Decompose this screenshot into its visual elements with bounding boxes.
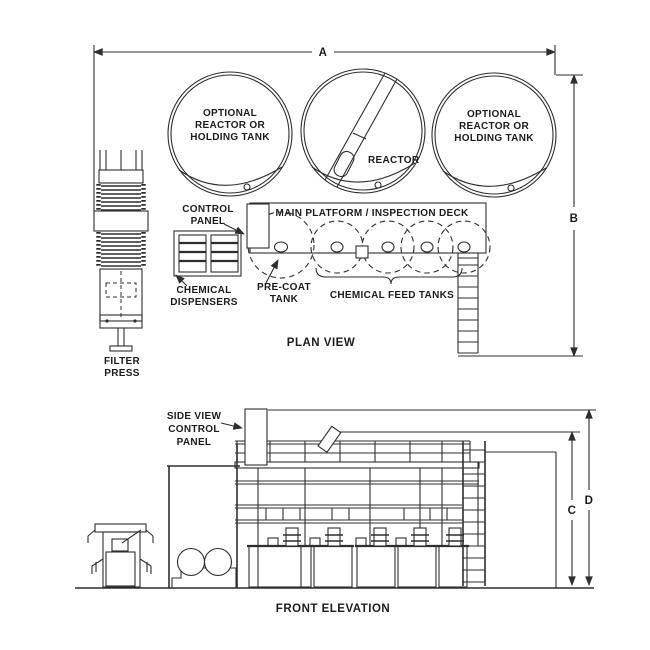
agitator-motors	[268, 528, 464, 546]
inclined-pipe	[318, 426, 341, 452]
holding-tank-right-label-1: OPTIONAL	[466, 109, 522, 120]
feed-tanks-brace	[316, 268, 462, 284]
platform-junction-box	[356, 246, 368, 258]
dimension-b-label: B	[569, 213, 579, 225]
chemical-feed-tanks-label: CHEMICAL FEED TANKS	[329, 290, 455, 301]
access-ladder-plan	[458, 253, 478, 353]
holding-tank-left-label-2: REACTOR OR	[194, 120, 266, 131]
holding-tank-left-label-1: OPTIONAL	[202, 108, 258, 119]
pre-coat-label-1: PRE-COAT	[257, 282, 311, 293]
plate-pack-lower	[99, 232, 144, 268]
side-view-control-panel-label-1: SIDE VIEW	[166, 411, 222, 422]
filter-press-label-1: FILTER	[103, 356, 141, 367]
holding-tank-left-label-3: HOLDING TANK	[190, 132, 270, 143]
holding-tank-right	[432, 73, 556, 197]
plan-view-title: PLAN VIEW	[286, 337, 356, 349]
main-platform-label: MAIN PLATFORM / INSPECTION DECK	[275, 208, 469, 219]
front-elevation	[75, 409, 596, 615]
storage-tanks-elevation	[167, 466, 240, 588]
filter-press-label-2: PRESS	[104, 368, 140, 379]
chemical-dispensers-label-2: DISPENSERS	[170, 297, 238, 308]
control-panel-label-1: CONTROL	[182, 204, 234, 215]
chemical-dispensers	[170, 231, 241, 308]
pre-coat-label-2: TANK	[269, 294, 299, 305]
side-view-control-panel-label-2: CONTROL	[168, 424, 220, 435]
holding-tank-left	[168, 72, 292, 196]
reactor-label: REACTOR	[368, 155, 420, 166]
reactor-tank	[301, 69, 425, 193]
control-panel-plan	[182, 204, 269, 248]
dimension-a-label: A	[318, 47, 328, 59]
filter-press-elevation	[88, 524, 153, 587]
dimension-c-label: C	[567, 505, 577, 517]
front-elevation-title: FRONT ELEVATION	[275, 603, 391, 615]
chemical-dispensers-label-1: CHEMICAL	[176, 285, 232, 296]
holding-tank-right-label-3: HOLDING TANK	[454, 133, 534, 144]
control-panel-label-2: PANEL	[190, 216, 226, 227]
right-wall	[485, 452, 556, 588]
plate-pack-upper	[99, 184, 144, 212]
control-panel-elevation	[167, 409, 267, 465]
dimension-d-label: D	[584, 495, 594, 507]
side-view-control-panel-label-3: PANEL	[176, 437, 212, 448]
mix-tanks-elevation	[247, 528, 469, 587]
holding-tank-right-label-2: REACTOR OR	[458, 121, 530, 132]
filter-press-plan	[94, 150, 148, 379]
plan-view	[94, 45, 583, 379]
